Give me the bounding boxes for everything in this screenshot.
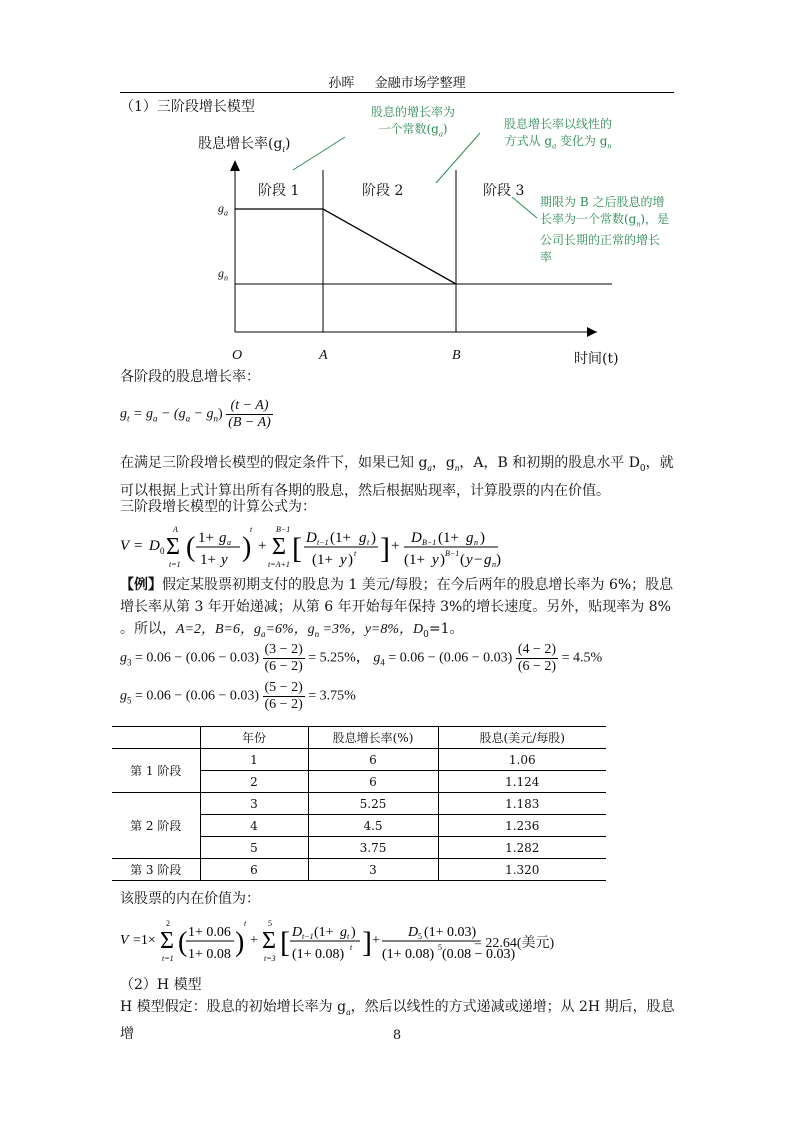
svg-text:5: 5 xyxy=(438,943,442,952)
svg-text:(1+: (1+ xyxy=(312,552,333,568)
svg-text:n: n xyxy=(492,560,496,569)
svg-text:(1+ 0.08): (1+ 0.08) xyxy=(292,947,345,962)
note-stage1: 股息的增长率为 一个常数$(g_a)$ xyxy=(370,105,455,139)
svg-text:5: 5 xyxy=(268,919,272,928)
diagram-ylabel: 股息增长率$(g_t)$ xyxy=(198,136,291,154)
svg-text:0: 0 xyxy=(160,546,165,556)
svg-text:t: t xyxy=(367,538,370,547)
svg-text:y: y xyxy=(340,552,347,568)
svg-text:B−1: B−1 xyxy=(445,549,460,558)
svg-text:t=A+1: t=A+1 xyxy=(268,560,290,569)
svg-text:+: + xyxy=(391,538,400,554)
svg-text:n: n xyxy=(474,538,478,547)
svg-text:1+: 1+ xyxy=(200,552,216,568)
text-formula-intro: 三阶段增长模型的计算公式为： xyxy=(120,499,316,515)
tick-B: B xyxy=(452,348,461,363)
svg-text:1+ 0.06: 1+ 0.06 xyxy=(188,925,231,940)
svg-text:+: + xyxy=(258,538,267,554)
note-stage2: 股息增长率以线性的 方式从 $g_a$ 变化为 $g_n$ xyxy=(503,117,612,151)
svg-text:D: D xyxy=(292,925,303,940)
diagram-xlabel: 时间(t) xyxy=(574,351,619,367)
svg-text:D: D xyxy=(306,530,317,546)
svg-text:=1×: =1× xyxy=(133,933,156,948)
svg-text:t=3: t=3 xyxy=(264,954,276,963)
page-number: 8 xyxy=(392,1028,402,1043)
stage-cell: 第 1 阶段 xyxy=(112,749,200,793)
paragraph-h-model: H 模型假定：股息的初始增长率为 $g_a$，然后以线性的方式递减或递增；从 2H 期后，股息增 xyxy=(120,999,675,1042)
table-row: 2 6 1.124 xyxy=(112,771,606,793)
svg-text:+: + xyxy=(250,933,258,948)
table-row: 4 4.5 1.236 xyxy=(112,815,606,837)
svg-text:Σ: Σ xyxy=(272,534,286,560)
svg-text:(: ( xyxy=(178,927,188,958)
note-stage3: 期限为 B 之后股息的增 长率为一个常数$(g_n)$，是 公司长期的正常的增长 率 xyxy=(540,195,670,265)
svg-text:y: y xyxy=(432,552,439,568)
svg-text:(1+: (1+ xyxy=(314,925,334,940)
text-stage-rate: 各阶段的股息增长率： xyxy=(120,369,260,385)
stage2-label: 阶段 2 xyxy=(362,183,404,199)
svg-text:): ) xyxy=(480,530,485,546)
svg-text:Σ: Σ xyxy=(160,928,174,954)
stage3-label: 阶段 3 xyxy=(483,183,525,199)
svg-text:): ) xyxy=(235,927,245,958)
callout-line-3 xyxy=(512,197,537,218)
table-row: 第 1 阶段 1 6 1.06 xyxy=(112,749,606,771)
table-row: 第 3 阶段 6 3 1.320 xyxy=(112,859,606,881)
svg-text:[: [ xyxy=(292,532,302,565)
svg-text:t: t xyxy=(244,919,247,928)
svg-text:=: = xyxy=(134,538,143,554)
section-title-h-model: （2）H 模型 xyxy=(120,977,202,993)
example-tag: 【例】 xyxy=(120,577,162,593)
growth-path xyxy=(235,209,456,284)
svg-text:t−1: t−1 xyxy=(317,538,329,547)
svg-text:y: y xyxy=(221,552,228,568)
svg-text:]: ] xyxy=(362,926,372,959)
svg-text:g: g xyxy=(219,530,227,546)
svg-text:1+: 1+ xyxy=(198,530,214,546)
table-header xyxy=(112,727,200,749)
svg-text:5: 5 xyxy=(418,932,422,941)
table-header: 股息增长率(%) xyxy=(308,727,438,749)
svg-text:(1+ 0.03): (1+ 0.03) xyxy=(424,925,477,940)
example-paragraph: 【例】假定某股票初期支付的股息为 1 美元/每股；在今后两年的股息增长率为 6%；股息增长率从第 3 年开始递减；从第 6 年开始每年保持 3%的增长速度。另外，贴现率为 8% 。所以，A=2，B=6，$g_a=6\%$，$g_n =3\%$，y=8%，$D_0=1$。 xyxy=(120,577,674,640)
svg-text:): ) xyxy=(371,530,376,546)
tick-O: O xyxy=(232,348,243,363)
svg-text:(1+: (1+ xyxy=(330,530,351,546)
dividend-table xyxy=(112,726,606,881)
svg-text:B−1: B−1 xyxy=(276,525,291,534)
svg-text:]: ] xyxy=(380,532,390,565)
section-title-three-stage: （1）三阶段增长模型 xyxy=(120,99,255,115)
svg-text:a: a xyxy=(227,538,231,547)
tick-A: A xyxy=(319,348,328,363)
svg-text:t−1: t−1 xyxy=(302,932,314,941)
svg-text:g: g xyxy=(466,530,474,546)
stage-cell: 第 3 阶段 xyxy=(112,859,200,881)
svg-text:(1+ 0.08): (1+ 0.08) xyxy=(382,947,435,962)
svg-text:D: D xyxy=(149,538,160,554)
gn-tick-label: $g_n$ xyxy=(218,266,228,283)
valuation-formula xyxy=(116,520,516,572)
ga-tick-label: $g_a$ xyxy=(218,201,228,218)
header-author: 孙晖 xyxy=(328,76,355,91)
svg-text:B−1: B−1 xyxy=(422,538,437,547)
svg-text:D: D xyxy=(408,925,419,940)
svg-text:g: g xyxy=(340,925,347,940)
stage-cell: 第 2 阶段 xyxy=(112,793,200,859)
formula-gt: $g_t = g_a - (g_a - g_n)$ $\frac{(t - A)}{(B - A)}$ xyxy=(120,398,271,430)
y-axis-arrow-icon xyxy=(230,160,240,171)
svg-text:t: t xyxy=(347,932,350,941)
svg-text:g: g xyxy=(359,530,367,546)
svg-text:t: t xyxy=(354,549,357,558)
x-axis-arrow-icon xyxy=(587,327,597,337)
svg-text:(0.08 − 0.03): (0.08 − 0.03) xyxy=(442,947,516,962)
svg-text:g: g xyxy=(484,552,492,568)
calc-g5: $g_5 = 0.06 - (0.06 - 0.03)$ $\frac{(5 - 2)}{(6 - 2)}$ = 3.75% xyxy=(120,680,356,712)
svg-text:V: V xyxy=(120,538,130,554)
svg-text:Σ: Σ xyxy=(166,534,180,560)
svg-text:): ) xyxy=(496,552,501,568)
svg-text:+: + xyxy=(372,933,380,948)
svg-text:−: − xyxy=(474,552,483,568)
svg-text:t: t xyxy=(350,943,353,952)
stage1-label: 阶段 1 xyxy=(258,183,300,199)
table-row: 第 2 阶段 3 5.25 1.183 xyxy=(112,793,606,815)
table-header-row xyxy=(112,727,606,749)
svg-text:D: D xyxy=(411,530,422,546)
svg-text:V: V xyxy=(120,933,129,948)
svg-text:): ) xyxy=(351,925,356,940)
header-title: 金融市场学整理 xyxy=(374,76,466,91)
table-row: 5 3.75 1.282 xyxy=(112,837,606,859)
table-header: 年份 xyxy=(200,727,308,749)
svg-text:(1+: (1+ xyxy=(404,552,425,568)
svg-text:1+ 0.08: 1+ 0.08 xyxy=(188,947,231,962)
text-intrinsic: 该股票的内在价值为： xyxy=(120,891,260,907)
svg-text:A: A xyxy=(173,525,178,534)
callout-line-1 xyxy=(293,137,345,170)
svg-text:(: ( xyxy=(186,532,196,563)
svg-text:[: [ xyxy=(280,926,290,959)
svg-text:t: t xyxy=(250,525,253,534)
svg-text:Σ: Σ xyxy=(262,928,276,954)
svg-text:(1+: (1+ xyxy=(438,530,459,546)
svg-text:): ) xyxy=(440,552,445,568)
table-header: 股息(美元/每股) xyxy=(438,727,606,749)
svg-text:): ) xyxy=(242,532,252,563)
svg-text:t=1: t=1 xyxy=(162,954,174,963)
svg-text:): ) xyxy=(348,552,353,568)
svg-text:2: 2 xyxy=(166,919,170,928)
calc-g3-g4: $g_3 = 0.06 - (0.06 - 0.03)$ $\frac{(3 - 2)}{(6 - 2)}$ = 5.25%， $g_4 = 0.06 - (0.06 - 0.03)$ $\frac{(4 - 2)}{(6 - 2)}$ = 4.5% xyxy=(120,642,603,674)
svg-text:t=1: t=1 xyxy=(169,560,181,569)
result-value: = 22.64(美元) xyxy=(474,936,555,951)
svg-text:y: y xyxy=(466,552,473,568)
svg-text:(: ( xyxy=(460,552,465,568)
paragraph-conditions: 在满足三阶段增长模型的假定条件下，如果已知 $g_a$，$g_n$，A，B 和初期的股息水平 $D_0$，就可以根据上式计算出所有各期的股息，然后根据贴现率，计算股票的内在价值。 xyxy=(120,455,674,499)
